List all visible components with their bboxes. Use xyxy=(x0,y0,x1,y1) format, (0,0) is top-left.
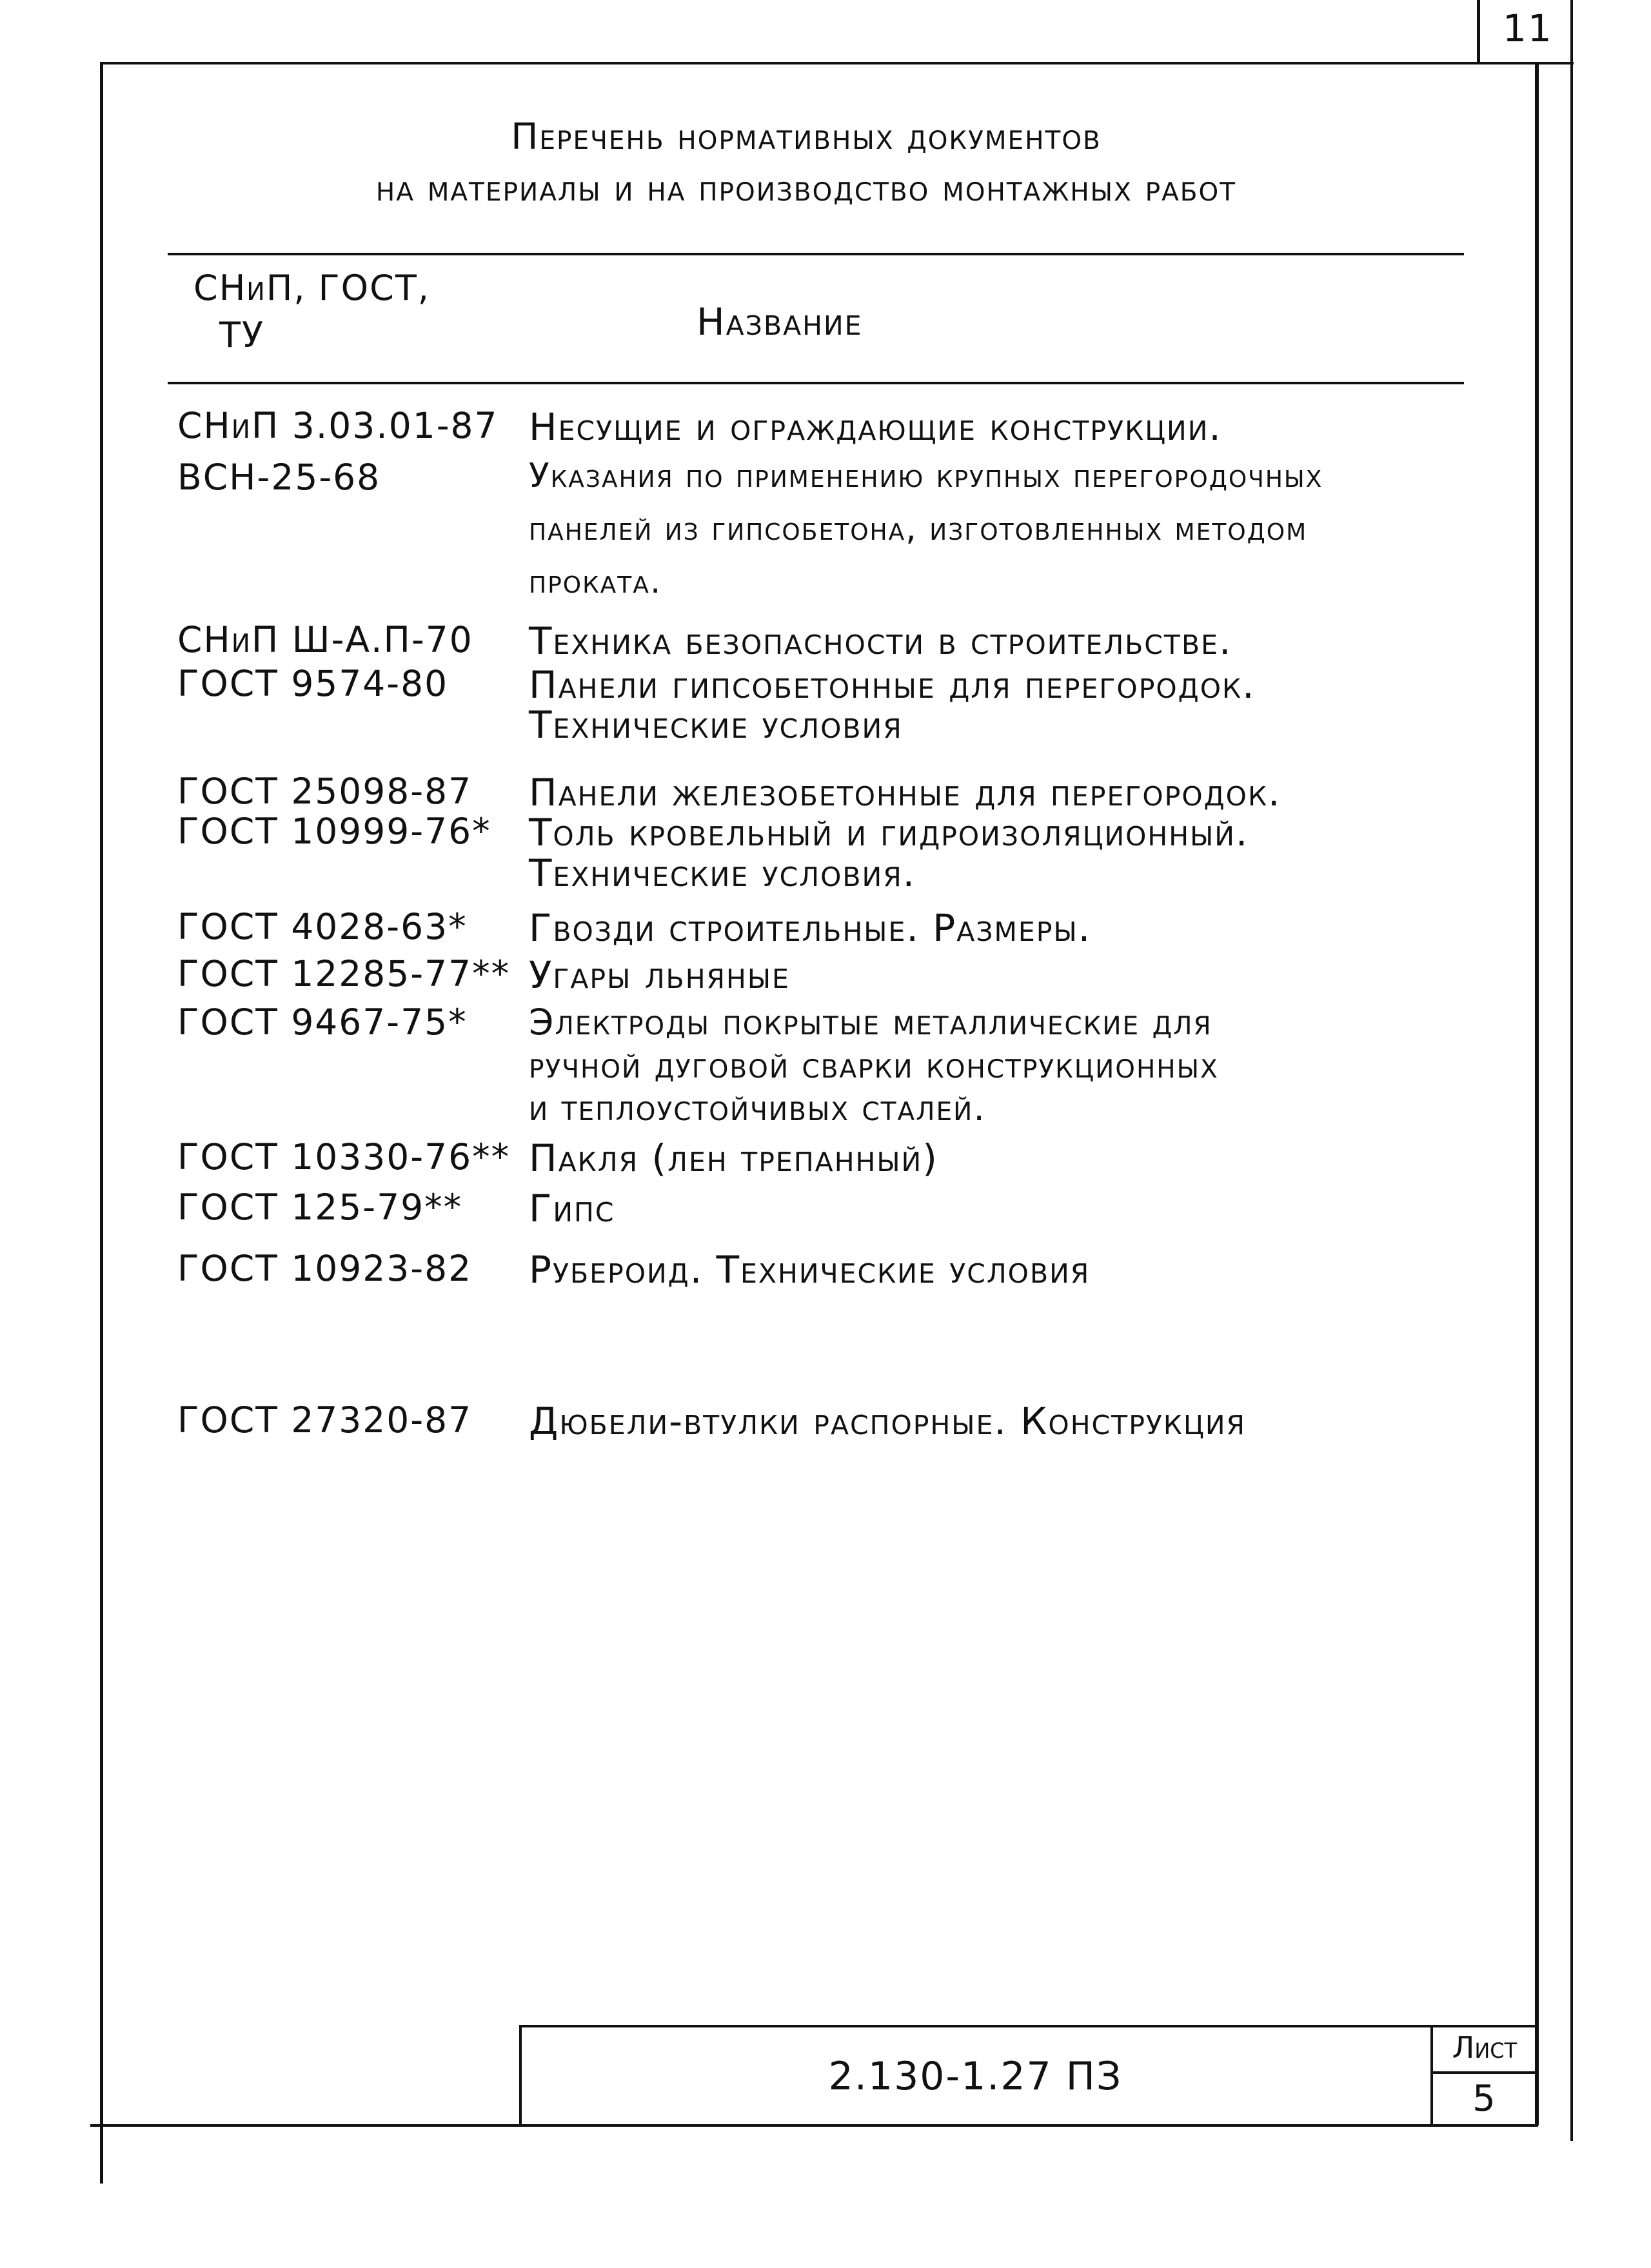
row-10-code: ГОСТ 10330-76** xyxy=(177,1136,511,1178)
row-9-code: ГОСТ 9467-75* xyxy=(177,1001,468,1043)
row-7-name: Гвозди строительные. Размеры. xyxy=(529,906,1092,950)
title-block-top xyxy=(519,2025,1538,2027)
row-2-code: ВСН-25-68 xyxy=(177,457,381,498)
row-5-name: Панели железобетонные для перегородок. xyxy=(529,771,1281,814)
row-8-name: Угары льняные xyxy=(529,953,790,997)
row-6-name-line-1: Толь кровельный и гидроизоляционный. xyxy=(529,811,1249,854)
row-2-name-line-3: проката. xyxy=(529,562,662,601)
row-4-name-line-2: Технические условия xyxy=(529,703,903,747)
row-2-name-line-2: панелей из гипсобетона, изготовленных методом xyxy=(529,509,1308,548)
row-11-code: ГОСТ 125-79** xyxy=(177,1187,463,1228)
page-number: 11 xyxy=(1503,6,1553,50)
title-block-left xyxy=(519,2025,522,2127)
title-line-2: на материалы и на производство монтажных работ xyxy=(375,168,1237,210)
frame-top xyxy=(100,62,1538,64)
row-11-name: Гипс xyxy=(529,1187,615,1230)
row-4-code: ГОСТ 9574-80 xyxy=(177,663,449,704)
header-name: Название xyxy=(697,300,863,344)
frame-left xyxy=(100,62,103,2184)
row-12-name: Рубероид. Технические условия xyxy=(529,1248,1091,1292)
row-9-name-line-2: ручной дуговой сварки конструкционных xyxy=(529,1045,1219,1086)
row-12-code: ГОСТ 10923-82 xyxy=(177,1248,473,1289)
row-10-name: Пакля (лен трепанный) xyxy=(529,1136,938,1180)
row-8-code: ГОСТ 12285-77** xyxy=(177,953,511,994)
frame-right xyxy=(1535,62,1539,2125)
header-rule-top xyxy=(168,253,1464,255)
row-3-name: Техника безопасности в строительстве. xyxy=(529,619,1232,663)
row-3-code: СНиП Ш-А.П-70 xyxy=(177,619,473,660)
row-4-name-line-1: Панели гипсобетонные для перегородок. xyxy=(529,663,1256,707)
row-6-name-line-2: Технические условия. xyxy=(529,851,916,895)
frame-bottom xyxy=(90,2124,1538,2127)
frame-right-outer xyxy=(1570,0,1573,2141)
sheet-number: 5 xyxy=(1472,2078,1497,2120)
row-1-name: Несущие и ограждающие конструкции. xyxy=(529,405,1222,449)
header-code-line-2: ТУ xyxy=(219,315,264,355)
row-6-code: ГОСТ 10999-76* xyxy=(177,811,491,852)
row-13-code: ГОСТ 27320-87 xyxy=(177,1399,473,1441)
row-7-code: ГОСТ 4028-63* xyxy=(177,906,468,947)
row-13-name: Дюбели-втулки распорные. Конструкция xyxy=(529,1399,1247,1443)
row-1-code: СНиП 3.03.01-87 xyxy=(177,405,499,446)
row-5-code: ГОСТ 25098-87 xyxy=(177,771,473,812)
title-block-sheet-mid xyxy=(1430,2071,1538,2074)
sheet-label: Лист xyxy=(1452,2030,1518,2065)
title-line-1: Перечень нормативных документов xyxy=(511,116,1102,158)
document-designation: 2.130-1.27 ПЗ xyxy=(828,2054,1123,2099)
page-number-box-left xyxy=(1477,0,1480,64)
row-9-name-line-1: Электроды покрытые металлические для xyxy=(529,1001,1212,1043)
row-9-name-line-3: и теплоустойчивых сталей. xyxy=(529,1087,986,1129)
row-2-name-line-1: Указания по применению крупных перегородочных xyxy=(529,457,1323,495)
header-code-line-1: СНиП, ГОСТ, xyxy=(193,268,430,308)
header-rule-bottom xyxy=(168,382,1464,384)
